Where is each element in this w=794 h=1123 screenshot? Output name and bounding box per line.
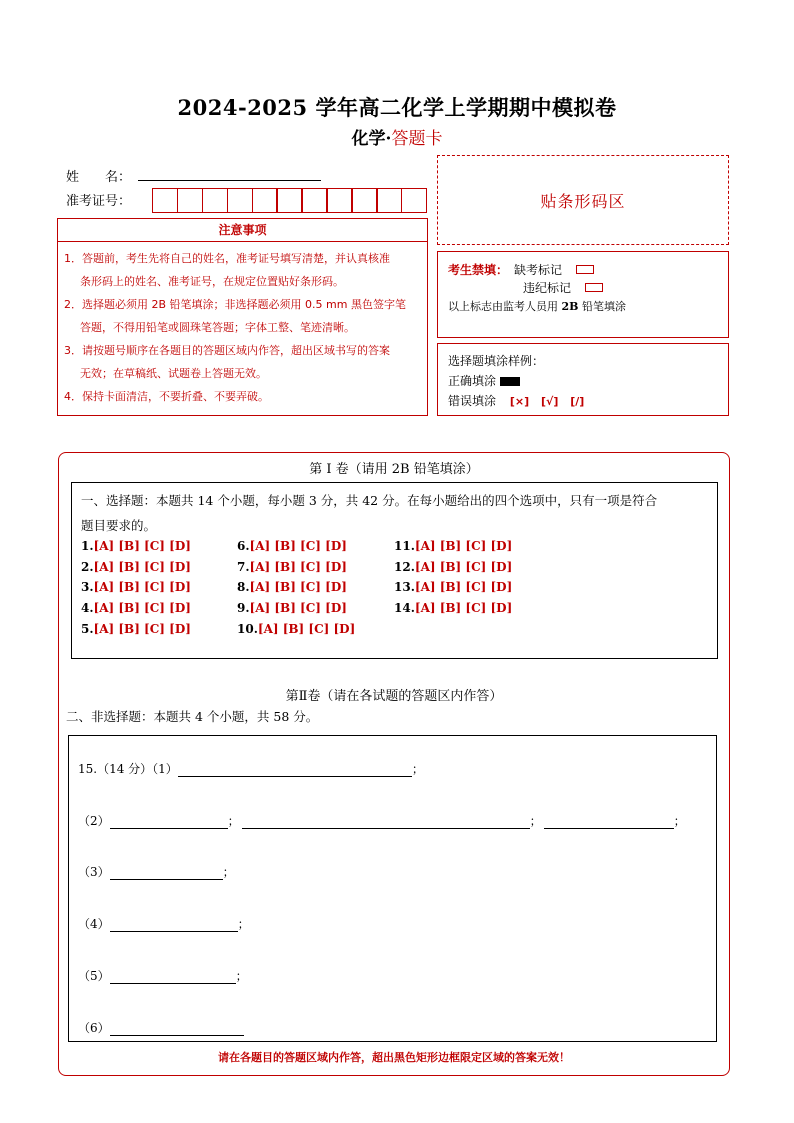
exam-id-boxes[interactable] xyxy=(152,188,426,213)
wrong-mark-slash: [/] xyxy=(570,395,585,408)
notice-item-3a: 3．请按题号顺序在各题目的答题区域内作答，超出区域书写的答案 xyxy=(64,344,390,357)
q15-3-label: （3） xyxy=(78,865,110,879)
q15-4-blank[interactable] xyxy=(110,920,238,932)
violation-checkbox[interactable] xyxy=(585,283,603,292)
correct-fill-sample xyxy=(500,377,520,386)
forbid-note xyxy=(448,298,718,314)
notice-body xyxy=(57,241,428,416)
q15-line-3 xyxy=(78,863,235,880)
question-8[interactable]: 8.[A] [B] [C] [D] xyxy=(237,580,347,594)
notice-item-2b: 答题，不得用铅笔或圆珠笔答题；字体工整、笔迹清晰。 xyxy=(80,321,355,334)
question-10[interactable]: 10.[A] [B] [C] [D] xyxy=(237,622,356,636)
exam-id-digit-box[interactable] xyxy=(252,188,278,213)
notice-item-1a: 1．答题前，考生先将自己的姓名，准考证号填写清楚，并认真核准 xyxy=(64,252,390,265)
q15-4-label: （4） xyxy=(78,917,110,931)
forbid-note-a: 以上标志由监考人员用 xyxy=(448,300,562,313)
mc-intro-line2: 题目要求的。 xyxy=(81,518,157,533)
q15-6-label: （6） xyxy=(78,1021,110,1035)
question-1[interactable]: 1.[A] [B] [C] [D] xyxy=(81,539,191,553)
page-title: 2024-2025 学年高二化学上学期期中模拟卷 xyxy=(177,95,617,120)
exam-id-digit-box[interactable] xyxy=(152,188,178,213)
q15-answer-area xyxy=(68,735,717,1042)
exam-id-digit-box[interactable] xyxy=(326,188,352,213)
fill-example-box xyxy=(437,343,729,416)
q15-line-2 xyxy=(78,812,686,829)
q15-line-5 xyxy=(78,967,248,984)
notice-item-4a: 4．保持卡面清洁，不要折叠、不要弄破。 xyxy=(64,390,269,403)
semicolon: ； xyxy=(529,814,542,828)
question-4[interactable]: 4.[A] [B] [C] [D] xyxy=(81,601,191,615)
notice-heading: 注意事项 xyxy=(57,218,428,242)
question-5[interactable]: 5.[A] [B] [C] [D] xyxy=(81,622,191,636)
semicolon: ； xyxy=(235,969,248,983)
semicolon: ； xyxy=(411,762,424,776)
q15-line-1 xyxy=(78,760,424,777)
q15-5-blank[interactable] xyxy=(110,972,236,984)
question-3[interactable]: 3.[A] [B] [C] [D] xyxy=(81,580,191,594)
part2-title: 第Ⅱ卷（请在各试题的答题区内作答） xyxy=(285,689,503,704)
exam-id-digit-box[interactable] xyxy=(202,188,228,213)
exam-id-digit-box[interactable] xyxy=(376,188,402,213)
example-title: 选择题填涂样例： xyxy=(448,354,545,368)
part1-title: 第 I 卷（请用 2B 铅笔填涂） xyxy=(309,462,479,477)
question-6[interactable]: 6.[A] [B] [C] [D] xyxy=(237,539,347,553)
question-9[interactable]: 9.[A] [B] [C] [D] xyxy=(237,601,347,615)
q15-5-label: （5） xyxy=(78,969,110,983)
name-label: 姓 名： xyxy=(66,170,132,185)
forbid-label: 考生禁填： xyxy=(448,262,509,277)
question-7[interactable]: 7.[A] [B] [C] [D] xyxy=(237,560,347,574)
notice-item-1b: 条形码上的姓名、准考证号，在规定位置贴好条形码。 xyxy=(80,275,344,288)
q15-6-blank[interactable] xyxy=(110,1024,244,1036)
wrong-mark-check: [√] xyxy=(540,395,559,408)
violation-label: 违纪标记 xyxy=(523,280,572,295)
semicolon: ； xyxy=(237,917,250,931)
name-field[interactable] xyxy=(138,180,321,181)
q15-line-6 xyxy=(78,1019,244,1036)
question-14[interactable]: 14.[A] [B] [C] [D] xyxy=(394,601,513,615)
forbid-note-b: 2B xyxy=(561,300,579,313)
exam-id-digit-box[interactable] xyxy=(401,188,427,213)
notice-item-2a: 2．选择题必须用 2B 铅笔填涂；非选择题必须用 0.5 mm 黑色签字笔 xyxy=(64,298,406,311)
exam-id-digit-box[interactable] xyxy=(227,188,253,213)
exam-id-digit-box[interactable] xyxy=(276,188,302,213)
question-11[interactable]: 11.[A] [B] [C] [D] xyxy=(394,539,513,553)
correct-label: 正确填涂 xyxy=(448,374,497,388)
footer-warning: 请在各题目的答题区域内作答，超出黑色矩形边框限定区域的答案无效！ xyxy=(218,1051,570,1064)
question-12[interactable]: 12.[A] [B] [C] [D] xyxy=(394,560,513,574)
q15-2-label: （2） xyxy=(78,814,110,828)
mc-intro-line1: 一、选择题：本题共 14 个小题，每小题 3 分，共 42 分。在每小题给出的四个选项中，只有一项是符合 xyxy=(81,493,658,508)
q15-2-blank-b[interactable] xyxy=(242,817,530,829)
q15-line-4 xyxy=(78,915,250,932)
mc-instructions xyxy=(81,488,711,538)
barcode-area: 贴条形码区 xyxy=(437,155,729,245)
semicolon: ； xyxy=(673,814,686,828)
question-2[interactable]: 2.[A] [B] [C] [D] xyxy=(81,560,191,574)
absent-checkbox[interactable] xyxy=(576,265,594,274)
absent-label: 缺考标记 xyxy=(514,262,563,277)
exam-id-digit-box[interactable] xyxy=(351,188,377,213)
forbid-note-c: 铅笔填涂 xyxy=(578,300,626,313)
exam-id-digit-box[interactable] xyxy=(177,188,203,213)
question-13[interactable]: 13.[A] [B] [C] [D] xyxy=(394,580,513,594)
q15-2-blank-a[interactable] xyxy=(110,817,228,829)
subtitle-subject: 化学· xyxy=(351,129,392,149)
q15-2-blank-c[interactable] xyxy=(544,817,674,829)
q15-label: 15.（14 分）（1） xyxy=(78,762,178,776)
proctor-mark-box xyxy=(437,251,729,338)
page-subtitle xyxy=(0,124,794,149)
wrong-label: 错误填涂 xyxy=(448,394,497,408)
id-label: 准考证号： xyxy=(66,194,132,209)
q15-1-blank[interactable] xyxy=(178,765,412,777)
semicolon: ； xyxy=(227,814,240,828)
semicolon: ； xyxy=(222,865,235,879)
subtitle-card: 答题卡 xyxy=(391,129,443,149)
q15-3-blank[interactable] xyxy=(110,868,223,880)
wrong-mark-x: [×] xyxy=(509,395,530,408)
exam-id-digit-box[interactable] xyxy=(301,188,327,213)
notice-item-3b: 无效；在草稿纸、试题卷上答题无效。 xyxy=(80,367,267,380)
part2-instructions: 二、非选择题：本题共 4 个小题，共 58 分。 xyxy=(66,709,319,724)
